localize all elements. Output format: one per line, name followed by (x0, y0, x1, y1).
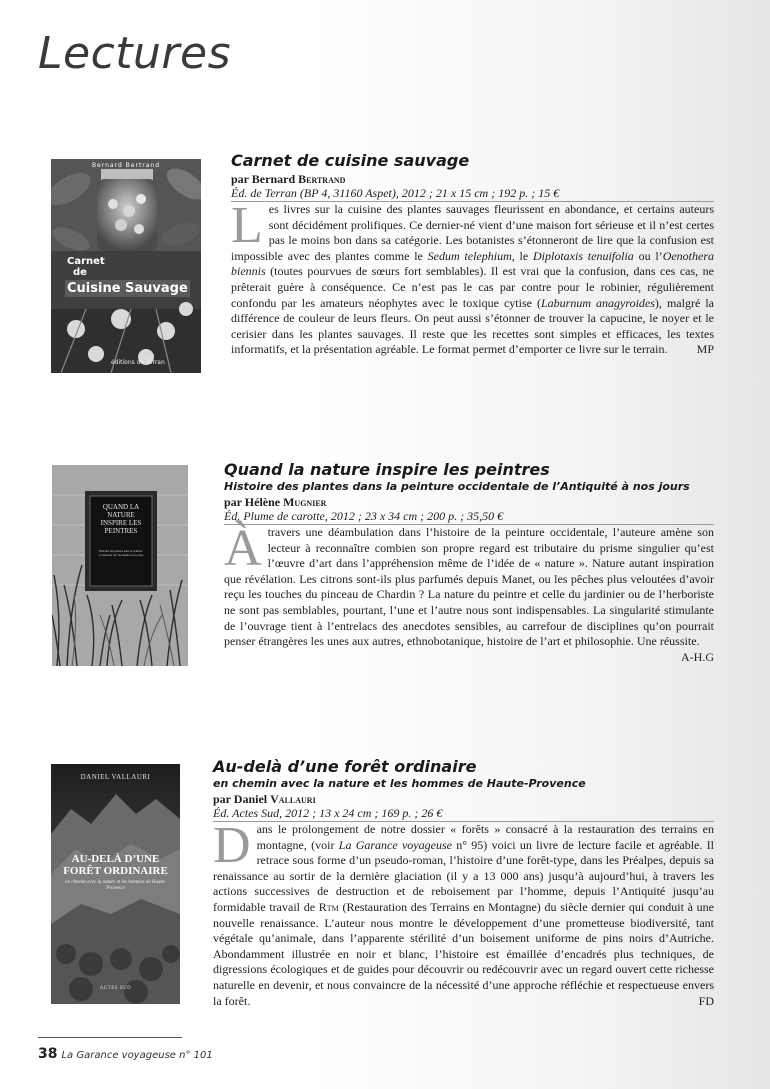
cover-publisher: éditions de Terran (111, 359, 165, 366)
review-title: Au-delà d’une forêt ordinaire (213, 757, 477, 776)
review-publication: Éd. de Terran (BP 4, 31160 Aspet), 2012 ; 21 x 15 cm ; 192 p. ; 15 € (231, 186, 714, 202)
review-foret-ordinaire (213, 757, 714, 1009)
drop-cap: D (213, 817, 251, 874)
review-author: par Hélène Mugnier (224, 495, 327, 509)
review-title: Carnet de cuisine sauvage (231, 151, 470, 170)
review-subtitle: Histoire des plantes dans la peinture occidentale de l’Antiquité à nos jours (224, 480, 690, 493)
review-publication: Éd. Actes Sud, 2012 ; 13 x 24 cm ; 169 p. ; 26 € (213, 806, 714, 822)
page-number: 38 (38, 1046, 58, 1062)
section-title: Lectures (38, 28, 231, 79)
review-body: Dans le prolongement de notre dossier « forêts » consacré à la restauration des terrains en montagne, (voir La Garance voyageuse n° 95) voici un livre de lecture facile et agréable. Il retrace sous forme d’un pseudo-roman, l’histoire d’une forêt-type, dans les Préalpes, depuis sa renaissance au sortir de la dernière glaciation (il y a 13 000 ans) jusqu’à aujourd’hui, à travers les actions successives de destruction et de reboisement par l’homme, depuis l’Antiquité jusqu’au formidable travail de Rtm (Restauration des Terrains en Montagne) du siècle dernier qui conduit à une nouvelle renaissance. L’auteur nous montre le développement d’une prometteuse biodiversité, tant végétale qu’animale, dans l’apparente stérilité d’un boisement uniforme de pins noirs d’Autriche. Abondamment illustrée en noir et blanc, l’histoire est émaillée d’encadrés plus techniques, de digressions écologiques et de guides pour découvrir ou redécouvrir avec un regard ouvert cette richesse naturelle en devenir, et nous convaincre de la nécessité d’une approche réfléchie et respectueuse envers la forêt. FD (213, 817, 714, 1008)
review-body: À travers une déambulation dans l’histoire de la peinture occidentale, l’auteure amène son lecteur à reconnaître combien son propre regard est tributaire du prisme singulier qu’est l’œuvre d’art dans l’appréhension même de l’idée de « nature ». Nature autant inspiration que révélation. Les citrons sont-ils plus parfumés depuis Manet, ou les pêches plus veloutées d’avoir reçu les touches du pinceau de Chardin ? La nature du peintre et celle du jardinier ou de l’herboriste ne sont pas semblables, pourtant, l’une et l’autre nous sont indispensables. La singularité stimulante de l’ouvrage tient à l’entrelacs des anecdotes sensibles, au carrefour de disciplines qu’on pourrait penser étrangères les unes aux autres, ethnobotanique, histoire de l’art et philosophie. Une réussite. A-H.G (224, 520, 714, 664)
footer-rule (38, 1037, 182, 1038)
review-subtitle: en chemin avec la nature et les hommes de Haute-Provence (213, 777, 586, 790)
review-nature-peintres (224, 460, 714, 665)
cover-title-line2: de (73, 267, 87, 278)
page-footer (38, 1043, 213, 1062)
cover-title: QUAND LA NATURE INSPIRE LES PEINTRES (100, 503, 142, 535)
cover-title-line1: AU-DELÀ D’UNE (71, 853, 160, 865)
cover-title-line3: Cuisine Sauvage (67, 281, 188, 296)
cover-top-author: Bernard Bertrand (91, 162, 161, 169)
review-author: par Bernard Bertrand (231, 172, 346, 186)
book-cover-nature-peintres (52, 465, 188, 666)
review-signature: MP (696, 342, 714, 357)
drop-cap: À (224, 520, 262, 577)
cover-small-text: Histoire des plantes dans la peinture occidentale de l’Antiquité à nos jours (98, 549, 144, 557)
cover-title-line2: FORÊT ORDINAIRE (63, 865, 168, 877)
cover-publisher: ACTES SUD (99, 986, 132, 991)
review-title: Quand la nature inspire les peintres (224, 460, 550, 479)
review-publication: Éd. Plume de carotte, 2012 ; 23 x 34 cm ; 200 p. ; 35,50 € (224, 509, 714, 525)
cover-author: DANIEL VALLAURI (80, 773, 151, 781)
magazine-name: La Garance voyageuse n° 101 (61, 1050, 213, 1061)
book-cover-foret-ordinaire (51, 764, 180, 1004)
cover-subtitle: en chemin avec la nature et les hommes de Haute-Provence (65, 880, 166, 891)
review-author: par Daniel Vallauri (213, 792, 316, 806)
drop-cap: L (231, 197, 263, 254)
review-signature: FD (698, 993, 714, 1008)
cover-title-line1: Carnet (67, 256, 105, 267)
review-signature: A-H.G (681, 649, 714, 664)
cover-illustration (52, 465, 188, 666)
book-cover-cuisine-sauvage (51, 159, 201, 373)
review-body: Les livres sur la cuisine des plantes sauvages fleurissent en abondance, et certains auteurs sont décidément prolifiques. Ce dernier-né vient d’une maison fort sérieuse et il n’est certes pas le moins bon dans sa catégorie. Les botanistes s’étonneront de lire que la confusion est impossible avec des plantes comme le Sedum telephium, le Diplotaxis tenuifolia ou l’Oenothera biennis (toutes pourvues de sœurs fort semblables). Il est vrai que la confusion, dans ces cas, ne prêterait guère à conséquence. Ce n’est pas le cas par contre pour le robinier, régulièrement confondu par les amateurs néophytes avec le toxique cytise (Laburnum anagyroides), malgré la différence de couleur de leurs fleurs. On peut aussi s’étonner de trouver la capucine, le noyer et le cerisier dans les plantes sauvages. Il reste que les recettes sont simples et efficaces, les textes informatifs, et la présentation agréable. Le format permet d’emporter ce livre sur le terrain. MP (231, 197, 715, 357)
review-cuisine-sauvage (231, 151, 714, 358)
